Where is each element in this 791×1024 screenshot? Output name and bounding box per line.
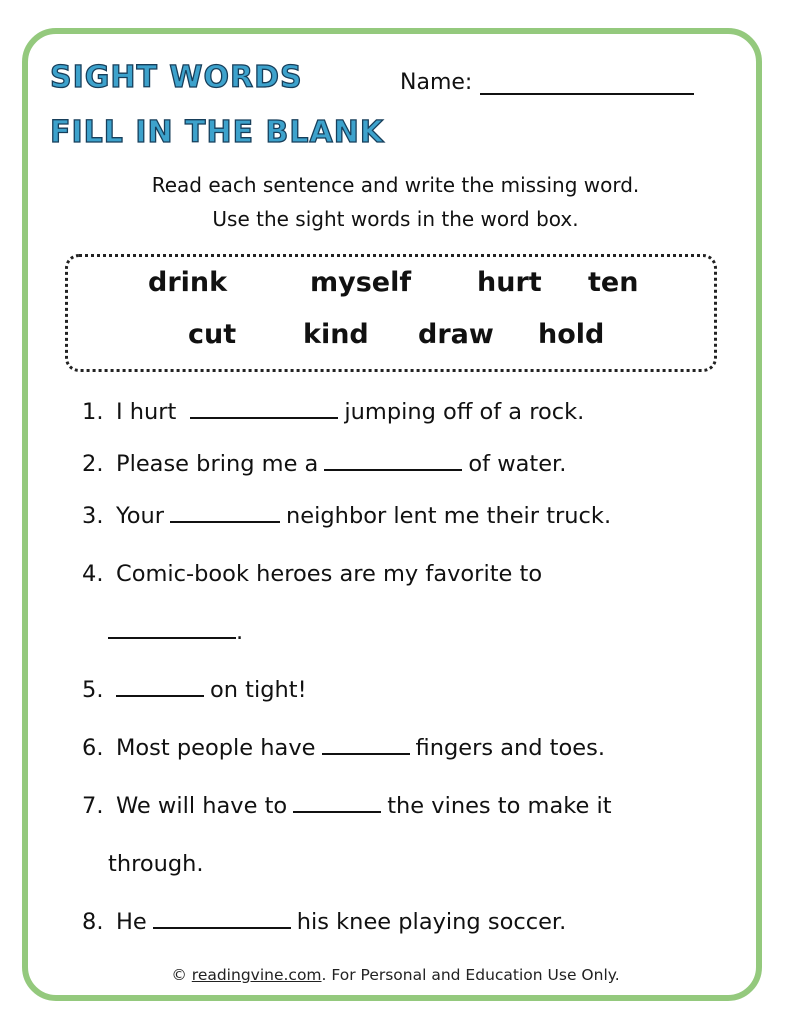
question-text-before: Comic-book heroes are my favorite to — [116, 561, 543, 587]
question-number: 3. — [82, 503, 104, 529]
footer — [0, 966, 791, 984]
answer-blank[interactable] — [322, 735, 410, 755]
word-myself: myself — [310, 267, 412, 298]
word-kind: kind — [303, 319, 369, 350]
worksheet-subtitle: FILL IN THE BLANK — [50, 115, 385, 150]
question-text-after: the vines to make it — [387, 793, 612, 819]
site-link[interactable]: readingvine.com — [191, 966, 322, 984]
question-number: 7. — [82, 793, 104, 819]
question-text-after: on tight! — [210, 677, 307, 703]
word-drink: drink — [148, 267, 228, 298]
worksheet-title: SIGHT WORDS — [50, 60, 303, 95]
answer-blank[interactable] — [190, 399, 338, 419]
question-number: 1. — [82, 399, 104, 425]
name-label: Name: — [400, 70, 473, 95]
question-text-before: He — [116, 909, 147, 935]
question-4 — [82, 561, 542, 587]
answer-blank[interactable] — [324, 451, 462, 471]
question-number: 2. — [82, 451, 104, 477]
answer-blank[interactable] — [153, 909, 291, 929]
copyright-symbol: © — [171, 966, 187, 984]
question-2 — [82, 451, 566, 477]
word-ten: ten — [588, 267, 639, 298]
answer-blank[interactable] — [108, 619, 236, 639]
question-text-before: Your — [116, 503, 165, 529]
question-text-after: his knee playing soccer. — [296, 909, 567, 935]
question-text-after: of water. — [468, 451, 567, 477]
question-number: 4. — [82, 561, 104, 587]
name-field — [400, 70, 694, 95]
instructions-line-2: Use the sight words in the word box. — [212, 207, 579, 231]
question-number: 6. — [82, 735, 104, 761]
question-1 — [82, 399, 584, 425]
question-7 — [82, 793, 612, 819]
answer-blank[interactable] — [293, 793, 381, 813]
question-text-after: fingers and toes. — [415, 735, 605, 761]
answer-blank[interactable] — [116, 677, 204, 697]
question-text-before: Please bring me a — [116, 451, 319, 477]
question-8 — [82, 909, 566, 935]
question-7-continuation: through. — [108, 851, 204, 877]
word-draw: draw — [418, 319, 494, 350]
question-3 — [82, 503, 611, 529]
question-text-before: I hurt — [116, 399, 177, 425]
name-blank-line[interactable] — [480, 71, 694, 95]
question-text-before: Most people have — [116, 735, 316, 761]
question-text-after: . — [236, 619, 244, 645]
answer-blank[interactable] — [170, 503, 280, 523]
question-number: 8. — [82, 909, 104, 935]
word-hurt: hurt — [477, 267, 542, 298]
question-text-before: We will have to — [116, 793, 288, 819]
footer-notice: . For Personal and Education Use Only. — [321, 966, 620, 984]
instructions-line-1: Read each sentence and write the missing word. — [151, 173, 640, 197]
question-text-after: neighbor lent me their truck. — [286, 503, 612, 529]
word-cut: cut — [188, 319, 237, 350]
question-text-after: jumping off of a rock. — [344, 399, 585, 425]
question-5 — [82, 677, 307, 703]
question-number: 5. — [82, 677, 104, 703]
word-hold: hold — [538, 319, 605, 350]
question-4-continuation — [108, 619, 243, 645]
word-box — [65, 254, 717, 372]
question-6 — [82, 735, 605, 761]
